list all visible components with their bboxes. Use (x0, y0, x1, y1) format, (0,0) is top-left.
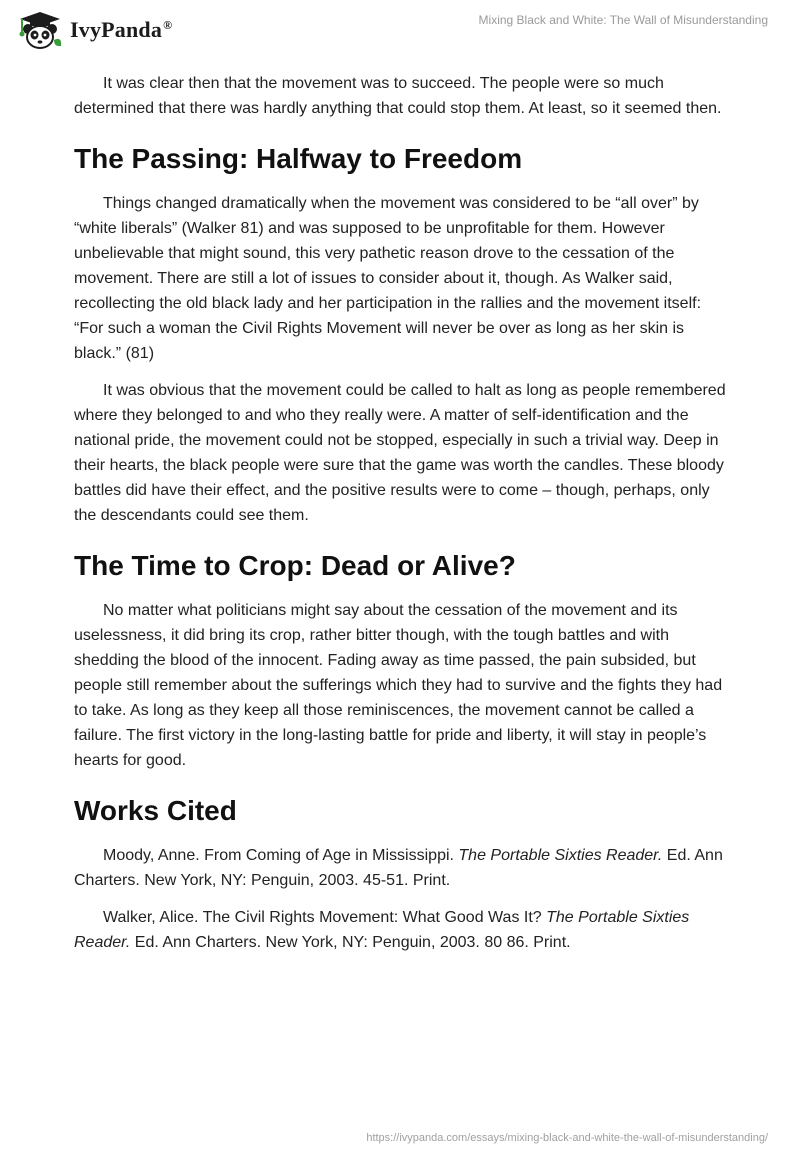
intro-paragraph: It was clear then that the movement was to succeed. The people were so much determined that there was hardly anything that could stop them. At least, so it seemed then. (74, 75, 722, 117)
citation-entry: Walker, Alice. The Civil Rights Movement: What Good Was It? The Portable Sixties Reader. Ed. Ann Charters. New York, NY: Penguin, 2003. 80 86. Print. (74, 909, 690, 951)
brand-name: IvyPanda® (70, 17, 173, 42)
document-title: Mixing Black and White: The Wall of Misunderstanding (478, 13, 768, 27)
panda-graduation-cap-icon (16, 10, 64, 50)
section-heading-time-to-crop: The Time to Crop: Dead or Alive? (74, 550, 516, 581)
source-url[interactable]: https://ivypanda.com/essays/mixing-black-and-white-the-wall-of-misunderstanding/ (366, 1132, 768, 1144)
essay-body (74, 71, 728, 967)
paragraph: It was obvious that the movement could be called to halt as long as people remembered where they belonged to and who they really were. A matter of self-identification and the national pride, the movement could not be stopped, especially in such a trivial way. Deep in their hearts, the black people were sure that the game was worth the candles. These bloody battles did have their effect, and the positive results were to come – though, perhaps, only the descendants could see them. (74, 382, 726, 524)
registered-mark: ® (163, 17, 173, 32)
citation-title: The Portable Sixties Reader. (458, 847, 663, 864)
section-heading-passing: The Passing: Halfway to Freedom (74, 143, 523, 174)
citation-entry: Moody, Anne. From Coming of Age in Mississippi. The Portable Sixties Reader. Ed. Ann Charters. New York, NY: Penguin, 2003. 45-51. Print. (74, 847, 723, 889)
paragraph: Things changed dramatically when the movement was considered to be “all over” by “white liberals” (Walker 81) and was supposed to be unprofitable for them. However unbelievable that might sound, this very pathetic reason drove to the cessation of the movement. There are still a lot of issues to consider about it, though. As Walker said, recollecting the old black lady and her participation in the rallies and the movement itself: “For such a woman the Civil Rights Movement will never be over as long as her skin is black.” (81) (74, 195, 702, 362)
ivypanda-logo[interactable] (16, 10, 172, 50)
works-cited-heading: Works Cited (74, 795, 237, 826)
page-header (0, 0, 800, 60)
citation-title: The Portable Sixties Reader. (74, 909, 690, 951)
paragraph: No matter what politicians might say about the cessation of the movement and its uselessness, it did bring its crop, rather bitter though, with the tough battles and with shedding the blood of the innocent. Fading away as time passed, the pain subsided, but people still remember about the sufferings which they had to survive and the fights they had to take. As long as they keep all those reminiscences, the movement cannot be called a failure. The first victory in the long-lasting battle for pride and liberty, it will stay in people’s hearts for good. (74, 602, 723, 769)
